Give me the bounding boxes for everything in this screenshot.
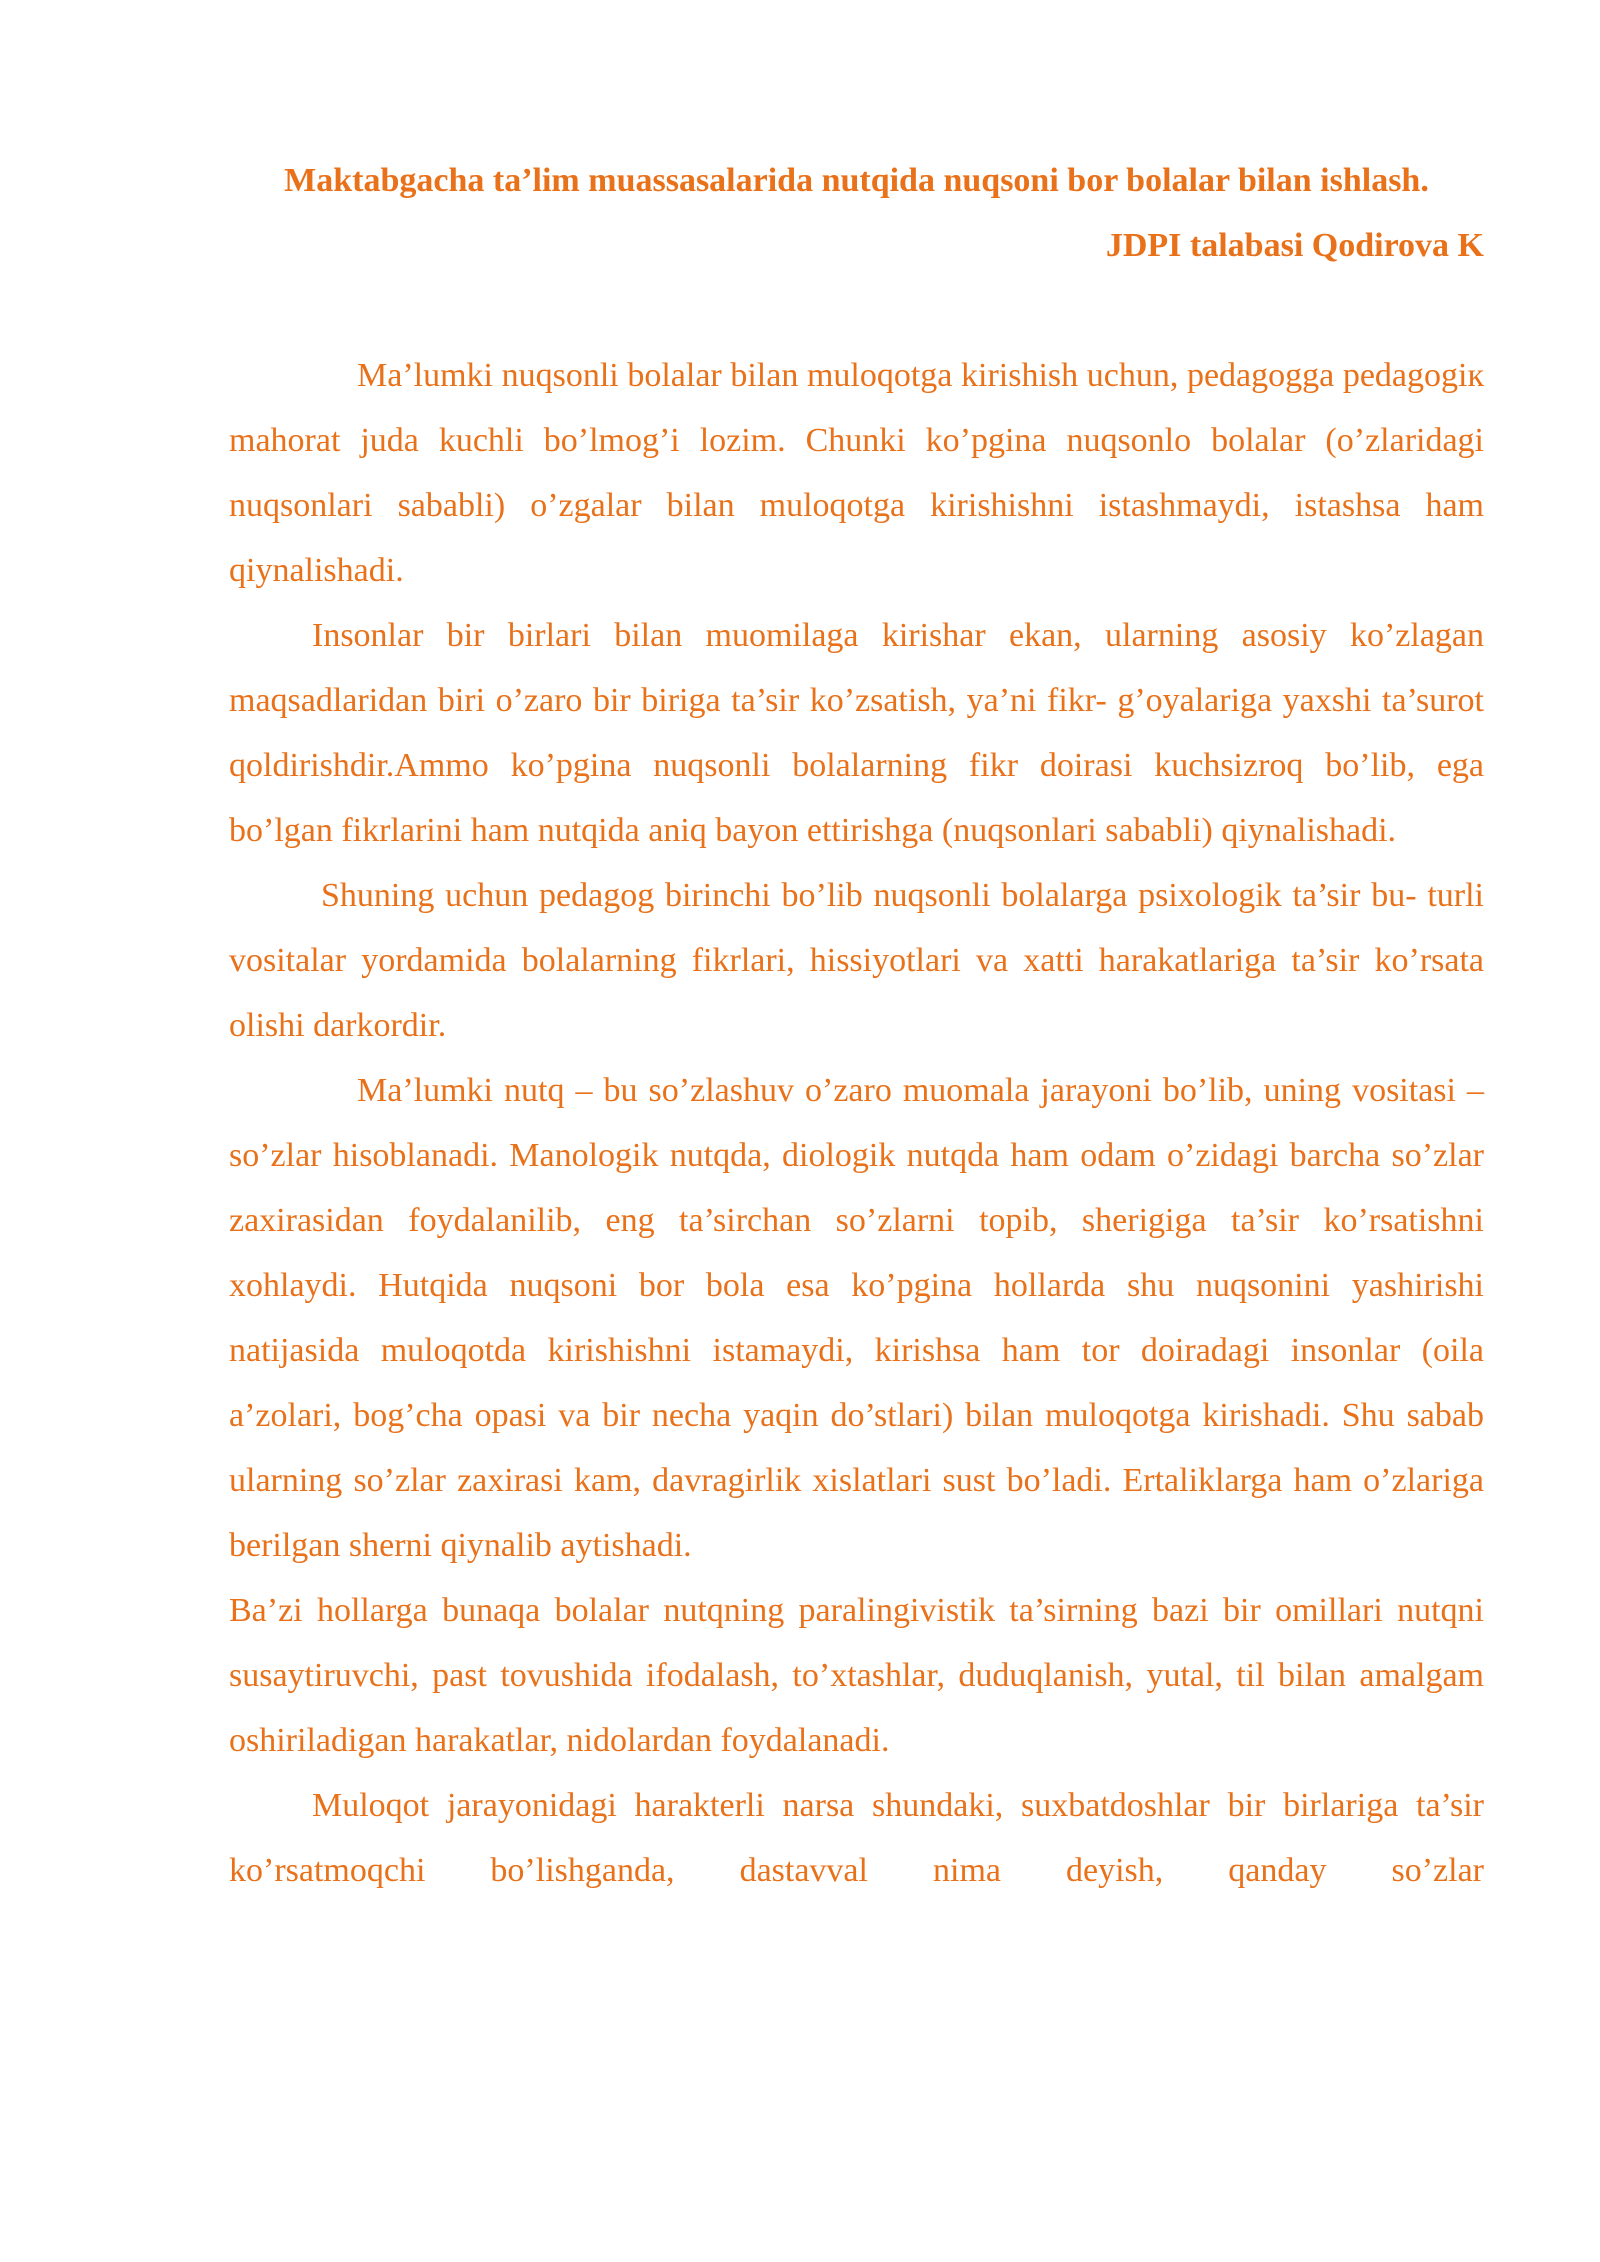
paragraph-5: Ba’zi hollarga bunaqa bolalar nutqning paralingivistik ta’sirning bazi bir omillari nutqni susaytiruvchi, past tovushida ifodalash, to’xtashlar, duduqlanish, yutal, til bilan amalgam oshiriladigan harakatlar, nidolardan foydalanadi. — [229, 1592, 1484, 1759]
document-title: Maktabgacha ta’lim muassasalarida nutqida nuqsoni bor bolalar bilan ishlash. — [284, 162, 1429, 199]
paragraph-4: Ma’lumki nutq – bu so’zlashuv o’zaro muomala jarayoni bo’lib, uning vositasi –so’zlar hisoblanadi. Manologik nutqda, diologik nutqda ham odam o’zidagi barcha so’zlar zaxirasidan foydalanilib, eng ta’sirchan so’zlarni topib, sherigiga ta’sir ko’rsatishni xohlaydi. Hutqida nuqsoni bor bola esa ko’pgina hollarda shu nuqsonini yashirishi natijasida muloqotda kirishishni istamaydi, kirishsa ham tor doiradagi insonlar (oila a’zolari, bog’cha opasi va bir necha yaqin do’stlari) bilan muloqotga kirishadi. Shu sabab ularning so’zlar zaxirasi kam, davragirlik xislatlari sust bo’ladi. Ertaliklarga ham o’zlariga berilgan sherni qiynalib aytishadi. — [229, 1072, 1484, 1564]
paragraph-1: Ma’lumki nuqsonli bolalar bilan muloqotga kirishish uchun, pedagogga pedagogiк mahorat juda kuchli bo’lmog’i lozim. Chunki ko’pgina nuqsonlo bolalar (o’zlaridagi nuqsonlari sababli) o’zgalar bilan muloqotga kirishishni istashmaydi, istashsa ham qiynalishadi. — [229, 357, 1484, 589]
paragraph-6: Muloqot jarayonidagi harakterli narsa shundaki, suxbatdoshlar bir birlariga ta’sir ko’rsatmoqchi bo’lishganda, dastavval nima deyish, qanday so’zlar — [229, 1787, 1484, 1889]
document-page — [229, 148, 1484, 1903]
paragraph-3: Shuning uchun pedagog birinchi bo’lib nuqsonli bolalarga psixologik ta’sir bu- turli vositalar yordamida bolalarning fikrlari, hissiyotlari va xatti harakatlariga ta’sir ko’rsata olishi darkordir. — [229, 877, 1484, 1044]
paragraph-2: Insonlar bir birlari bilan muomilaga kirishar ekan, ularning asosiy ko’zlagan maqsadlaridan biri o’zaro bir biriga ta’sir ko’zsatish, ya’ni fikr- g’oyalariga yaxshi ta’surot qoldirishdir.Ammo ko’pgina nuqsonli bolalarning fikr doirasi kuchsizroq bo’lib, ega bo’lgan fikrlarini ham nutqida aniq bayon ettirishga (nuqsonlari sababli) qiynalishadi. — [229, 617, 1484, 849]
document-author: JDPI talabasi Qodirova K — [1105, 227, 1484, 264]
